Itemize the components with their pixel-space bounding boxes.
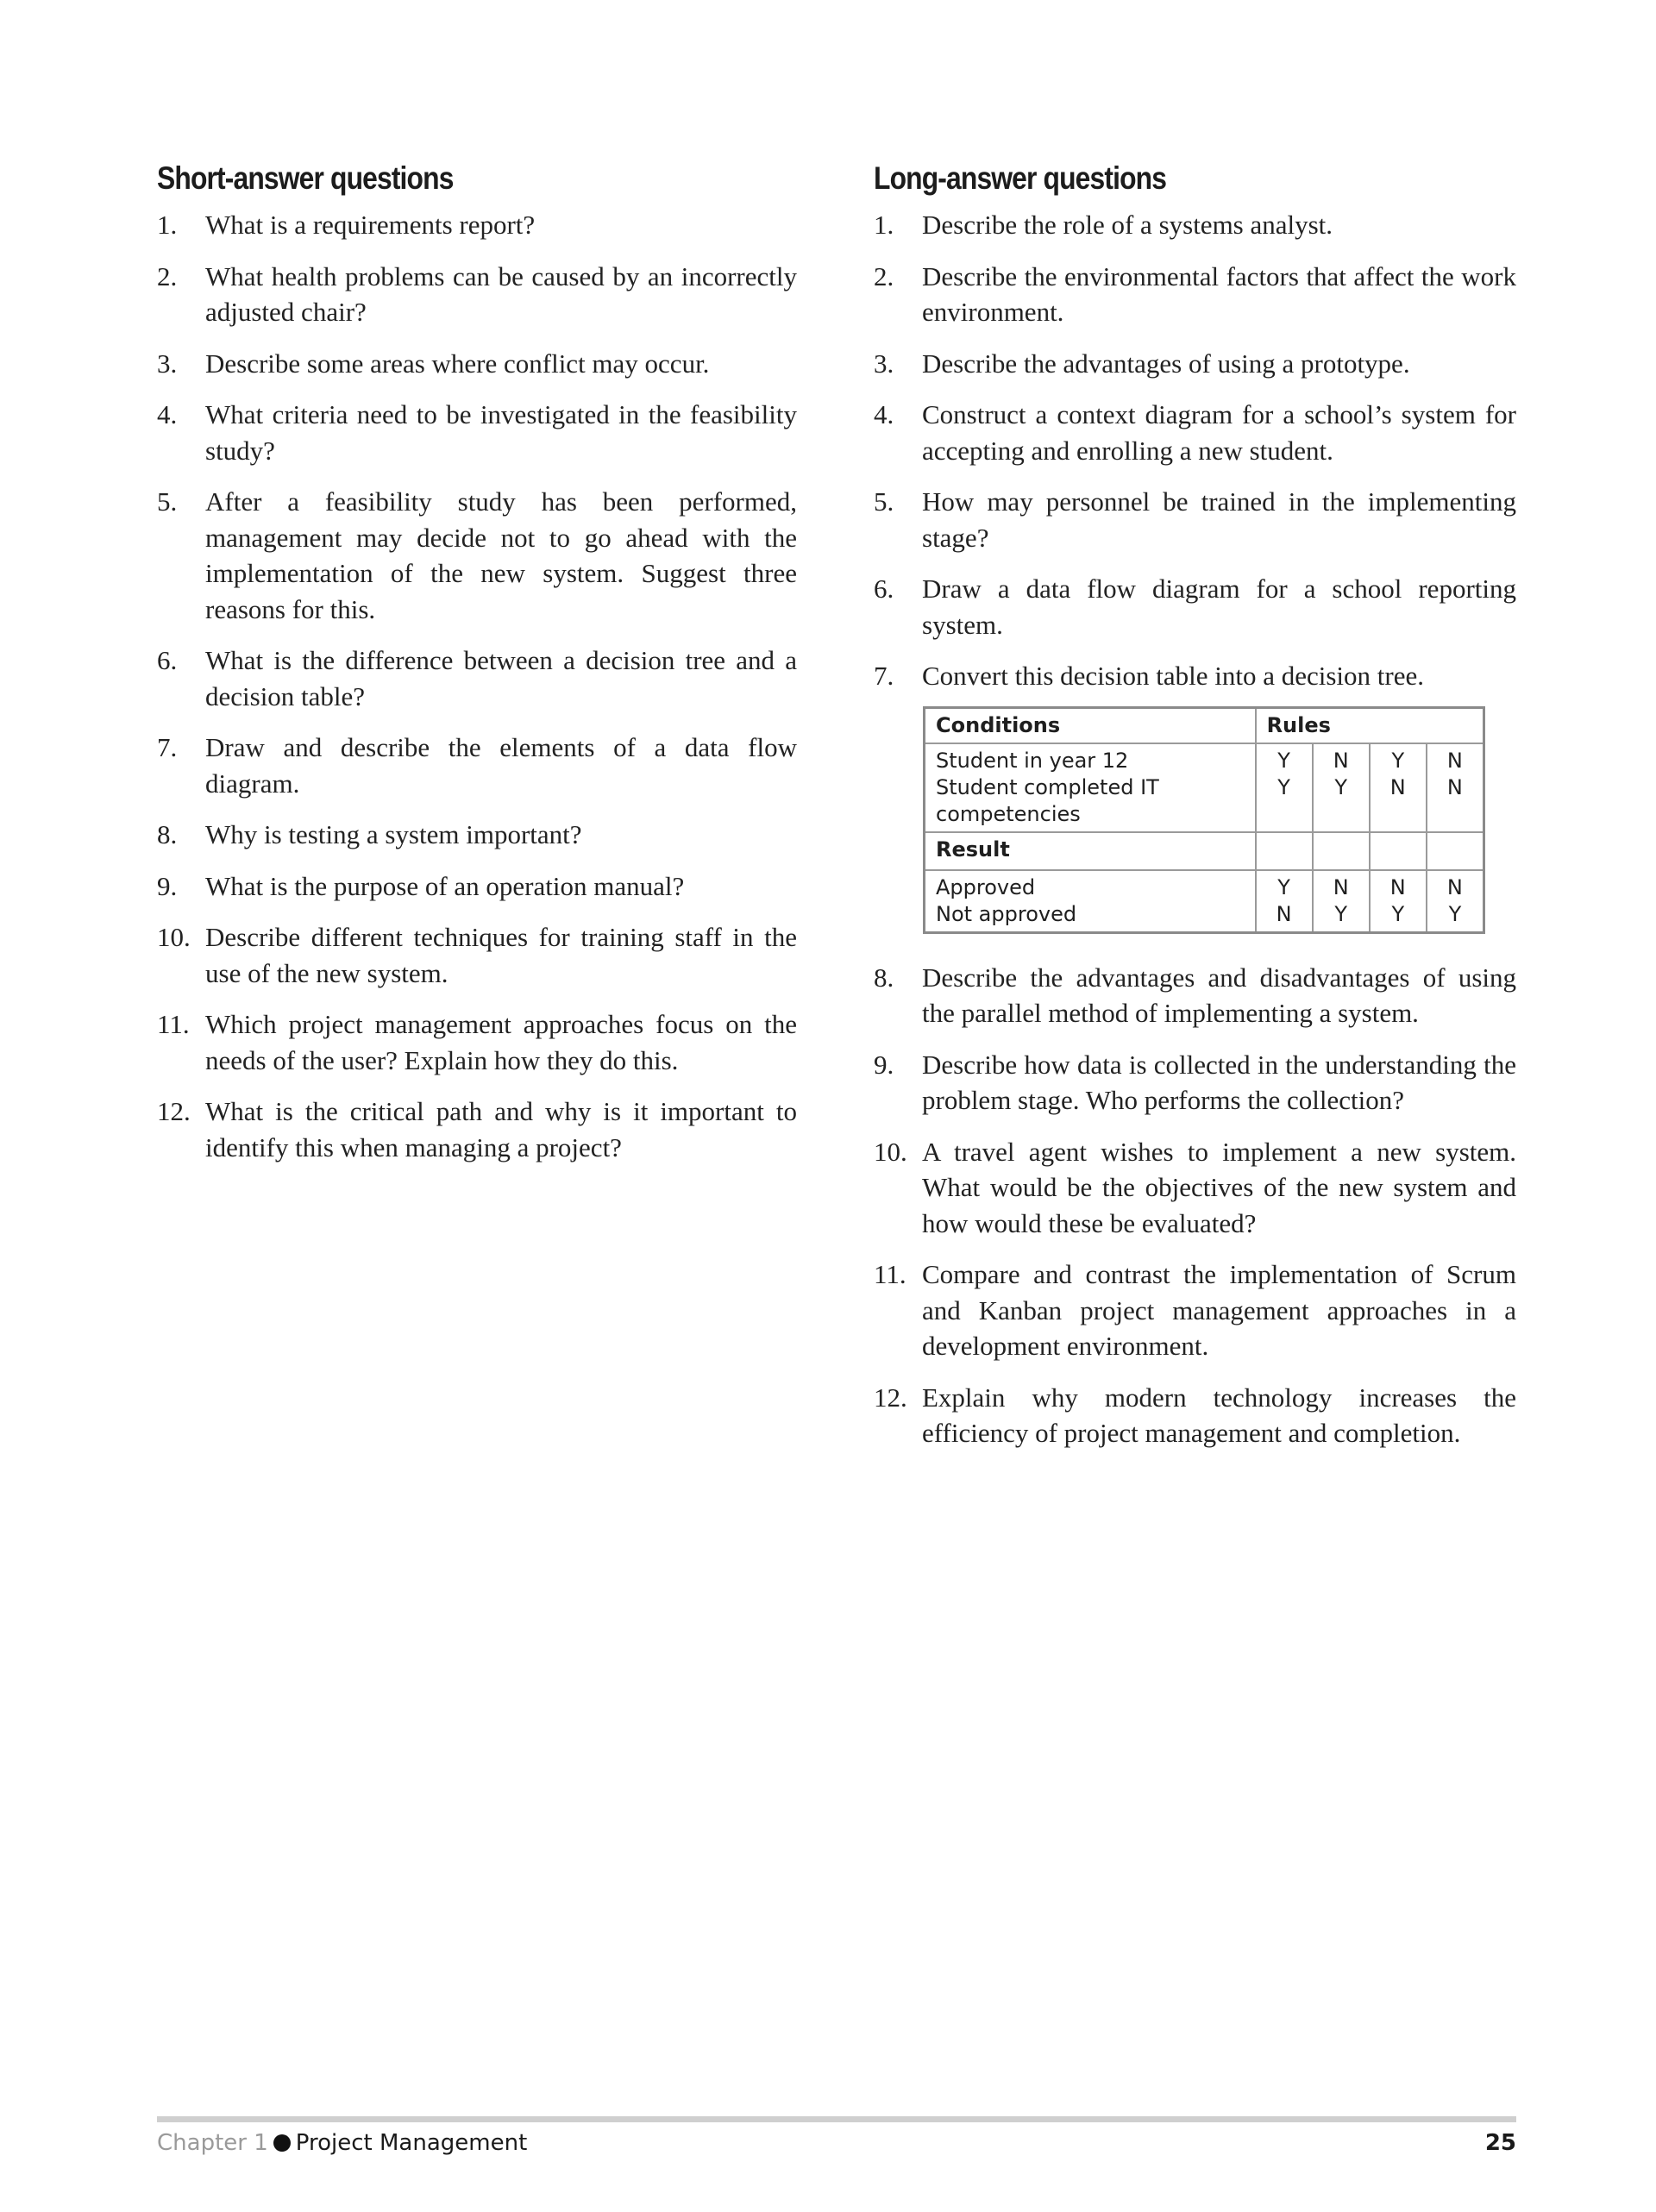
- short-question-11: 11. Which project management approaches focus on the needs of the user? Explain how they do this.: [157, 1009, 797, 1075]
- short-question-3: 3. Describe some areas where conflict may occur.: [157, 348, 710, 379]
- long-answer-section: [874, 160, 1516, 1467]
- rules-header: Rules: [1256, 707, 1484, 743]
- conditions-cell: [925, 743, 1256, 832]
- long-question-5: 5. How may personnel be trained in the implementing stage?: [874, 486, 1516, 553]
- conditions-header: Conditions: [925, 707, 1256, 743]
- rule-1-conditions: Y Y: [1256, 743, 1313, 832]
- rule-4-conditions: N N: [1427, 743, 1484, 832]
- conditions-row: [925, 743, 1484, 832]
- long-answer-heading: Long-answer questions: [874, 160, 1167, 196]
- footer-divider: [157, 2116, 1516, 2122]
- long-question-11: 11. Compare and contrast the implementation of Scrum and Kanban project management approaches in a development environment.: [874, 1259, 1516, 1361]
- short-answer-list: [157, 207, 797, 1165]
- decision-table-header-row: [925, 707, 1484, 743]
- footer-chapter-title: Project Management: [295, 2130, 528, 2156]
- condition-2: Student completed IT competencies: [936, 774, 1159, 826]
- condition-1: Student in year 12: [936, 748, 1129, 773]
- long-question-3: 3. Describe the advantages of using a prototype.: [874, 348, 1410, 379]
- long-question-9: 9. Describe how data is collected in the understanding the problem stage. Who performs the collection?: [874, 1049, 1516, 1115]
- results-row: [925, 870, 1484, 933]
- bullet-icon: [273, 2134, 291, 2152]
- short-question-8: 8. Why is testing a system important?: [157, 819, 582, 849]
- rule-2-results: N Y: [1313, 870, 1370, 933]
- result-header: Result: [925, 832, 1256, 870]
- short-answer-heading: Short-answer questions: [157, 160, 454, 196]
- footer-chapter: Chapter 1: [157, 2130, 268, 2156]
- rule-2-conditions: N Y: [1313, 743, 1370, 832]
- long-answer-list: [874, 207, 1516, 694]
- decision-table: [923, 706, 1485, 934]
- short-question-10: 10. Describe different techniques for training staff in the use of the new system.: [157, 922, 797, 988]
- short-question-5: 5. After a feasibility study has been performed, management may decide not to go ahead with the implementation of the new system. Suggest three reasons for this.: [157, 486, 797, 624]
- rule-1-results: Y N: [1256, 870, 1313, 933]
- rule-3-results: N Y: [1370, 870, 1427, 933]
- long-question-6: 6. Draw a data flow diagram for a school reporting system.: [874, 573, 1516, 640]
- long-question-2: 2. Describe the environmental factors that affect the work environment.: [874, 260, 1516, 327]
- result-header-row: [925, 832, 1484, 870]
- short-answer-section: [157, 160, 797, 1181]
- short-question-9: 9. What is the purpose of an operation manual?: [157, 870, 685, 901]
- long-question-1: 1. Describe the role of a systems analyst.: [874, 210, 1333, 240]
- results-cell: [925, 870, 1256, 933]
- short-question-6: 6. What is the difference between a decision tree and a decision table?: [157, 645, 797, 711]
- short-question-4: 4. What criteria need to be investigated in the feasibility study?: [157, 399, 797, 466]
- rule-3-conditions: Y N: [1370, 743, 1427, 832]
- page-number: 25: [1484, 2130, 1516, 2156]
- long-question-12: 12. Explain why modern technology increases the efficiency of project management and completion.: [874, 1382, 1516, 1448]
- short-question-2: 2. What health problems can be caused by an incorrectly adjusted chair?: [157, 260, 797, 327]
- long-question-4: 4. Construct a context diagram for a school’s system for accepting and enrolling a new student.: [874, 399, 1516, 466]
- result-1: Approved: [936, 874, 1036, 899]
- short-question-12: 12. What is the critical path and why is it important to identify this when managing a project?: [157, 1096, 797, 1162]
- result-2: Not approved: [936, 901, 1077, 926]
- short-question-7: 7. Draw and describe the elements of a data flow diagram.: [157, 732, 797, 799]
- long-question-10: 10. A travel agent wishes to implement a new system. What would be the objectives of the new system and how would these be evaluated?: [874, 1136, 1516, 1238]
- long-question-8: 8. Describe the advantages and disadvantages of using the parallel method of implementing a system.: [874, 962, 1516, 1028]
- long-answer-list-continued: [874, 960, 1516, 1451]
- page-footer: [157, 2130, 1516, 2165]
- rule-4-results: N Y: [1427, 870, 1484, 933]
- short-question-1: 1. What is a requirements report?: [157, 210, 536, 240]
- long-question-7: 7. Convert this decision table into a decision tree.: [874, 661, 1424, 691]
